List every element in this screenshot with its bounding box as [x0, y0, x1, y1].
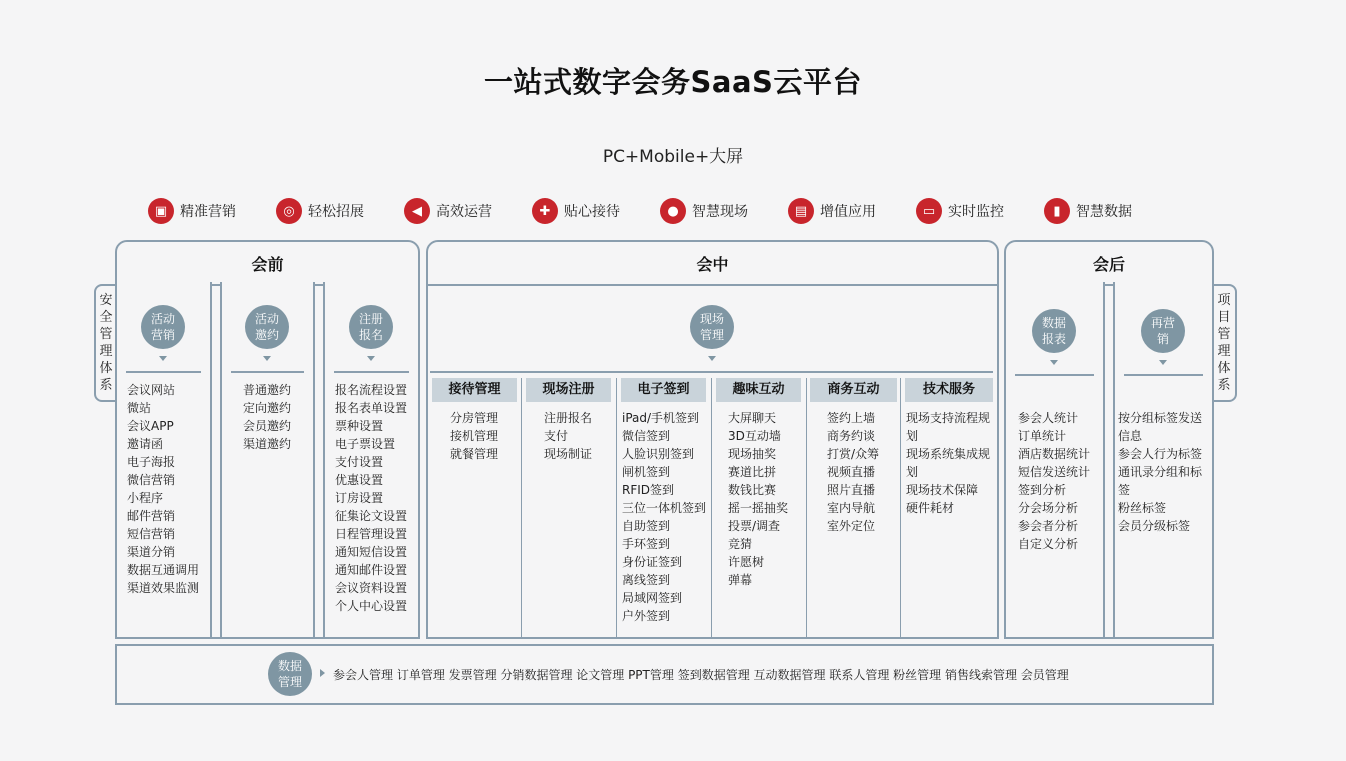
list-item: RFID签到: [622, 483, 675, 497]
list-remarketing: [1118, 409, 1206, 535]
subhead-tech-service: 技术服务: [905, 378, 993, 402]
list-item: 电子海报: [127, 455, 176, 469]
phase-title-after: 会后: [1092, 255, 1125, 274]
subhead-onsite-register: 现场注册: [526, 378, 611, 402]
side-char: 系: [1217, 378, 1231, 393]
list-item: 会员邀约: [243, 419, 292, 433]
list-register: [335, 381, 407, 615]
list-item: 室外定位: [827, 519, 876, 533]
list-item: 电子票设置: [335, 437, 396, 451]
badge-line: 再营: [1150, 316, 1175, 330]
feature-value-added-apps: [788, 198, 876, 224]
column-divider: [711, 378, 712, 637]
list-item: 现场支持流程规划: [906, 411, 991, 443]
badge-activity-marketing: [141, 305, 185, 349]
list-item: 邀请函: [127, 437, 164, 451]
list-item: 3D互动墙: [728, 429, 781, 443]
list-item: 弹幕: [728, 573, 753, 587]
list-item: 征集论文设置: [335, 509, 408, 523]
list-item: 局域网签到: [622, 591, 683, 605]
list-item: 微信签到: [622, 429, 671, 443]
list-item: 闸机签到: [622, 465, 671, 479]
column-divider: [616, 378, 617, 637]
list-item: 会员分级标签: [1118, 519, 1191, 533]
feature-label: 智慧现场: [692, 204, 748, 220]
list-item: 短信营销: [127, 527, 176, 541]
list-item: 签约上墙: [827, 411, 876, 425]
side-char: 管: [99, 327, 113, 342]
calendar-icon: ▣: [148, 198, 174, 224]
arrow-right-icon: [320, 669, 325, 677]
badge-data-management: [268, 652, 312, 696]
arrow-down-icon: [1050, 360, 1058, 365]
feature-row: [148, 198, 1148, 226]
side-char: 体: [99, 361, 113, 376]
list-item: 渠道效果监测: [127, 581, 200, 595]
list-item: 会议资料设置: [335, 581, 408, 595]
list-item: 大屏聊天: [728, 411, 777, 425]
phase-title-during: 会中: [696, 255, 729, 274]
badge-line: 报表: [1041, 332, 1066, 346]
badge-line: 营销: [150, 328, 175, 342]
list-tech-service: [906, 409, 992, 517]
feature-smart-onsite: [660, 198, 748, 224]
list-item: 离线签到: [622, 573, 671, 587]
image-icon: ▤: [788, 198, 814, 224]
feature-label: 增值应用: [820, 204, 876, 220]
monitor-icon: ▭: [916, 198, 942, 224]
feature-efficient-operation: [404, 198, 492, 224]
list-item: 支付: [544, 429, 569, 443]
side-char: 理: [99, 344, 113, 359]
list-item: 硬件耗材: [906, 501, 955, 515]
list-item: 日程管理设置: [335, 527, 408, 541]
list-item: 户外签到: [622, 609, 671, 623]
list-item: 定向邀约: [243, 401, 292, 415]
badge-icon: ◎: [276, 198, 302, 224]
list-item: 粉丝标签: [1118, 501, 1167, 515]
subhead-reception: 接待管理: [432, 378, 517, 402]
subhead-e-checkin: 电子签到: [621, 378, 706, 402]
list-item: 赛道比拼: [728, 465, 777, 479]
side-char: 管: [1217, 327, 1231, 342]
list-item: 通讯录分组和标签: [1118, 465, 1203, 497]
megaphone-icon: ◀: [404, 198, 430, 224]
badge-line: 管理: [699, 328, 724, 342]
badge-data-report: [1032, 309, 1076, 353]
subhead-fun-interaction: 趣味互动: [716, 378, 801, 402]
side-char: 目: [1217, 310, 1231, 325]
list-business-interaction: [827, 409, 879, 535]
list-item: 通知邮件设置: [335, 563, 408, 577]
list-item: 手环签到: [622, 537, 671, 551]
badge-line: 邀约: [254, 328, 279, 342]
divider-line: [334, 371, 409, 373]
list-onsite-register: [544, 409, 592, 463]
feature-label: 实时监控: [948, 204, 1004, 220]
list-item: 数据互通调用: [127, 563, 200, 577]
list-item: 分房管理: [450, 411, 499, 425]
list-item: 竞猜: [728, 537, 753, 551]
feature-label: 轻松招展: [308, 204, 364, 220]
list-item: 参会者分析: [1018, 519, 1079, 533]
list-item: 微信营销: [127, 473, 176, 487]
feature-label: 高效运营: [436, 204, 492, 220]
list-activity-invite: [243, 381, 291, 453]
side-char: 体: [1217, 361, 1231, 376]
list-e-checkin: [622, 409, 706, 625]
badge-line: 活动: [254, 312, 279, 326]
list-item: 注册报名: [544, 411, 593, 425]
phase-title-before: 会前: [251, 255, 284, 274]
badge-line: 注册: [358, 312, 383, 326]
list-item: 会议网站: [127, 383, 176, 397]
divider-line: [1124, 374, 1203, 376]
list-item: 个人中心设置: [335, 599, 408, 613]
list-item: 酒店数据统计: [1018, 447, 1091, 461]
feature-precision-marketing: [148, 198, 236, 224]
list-item: 视频直播: [827, 465, 876, 479]
arrow-down-icon: [263, 356, 271, 361]
phase-divider: [428, 284, 997, 286]
side-char: 项: [1217, 293, 1231, 308]
list-item: 参会人行为标签: [1118, 447, 1203, 461]
list-item: 身份证签到: [622, 555, 683, 569]
divider-line: [430, 371, 993, 373]
list-item: 通知短信设置: [335, 545, 408, 559]
badge-line: 数据: [277, 659, 302, 673]
list-item: 现场技术保障: [906, 483, 979, 497]
divider-line: [126, 371, 201, 373]
list-item: 订房设置: [335, 491, 384, 505]
side-char: 理: [1217, 344, 1231, 359]
badge-line: 活动: [150, 312, 175, 326]
feature-label: 智慧数据: [1076, 204, 1132, 220]
feature-smart-data: [1044, 198, 1132, 224]
list-item: 许愿树: [728, 555, 765, 569]
person-icon: ●: [660, 198, 686, 224]
list-item: 邮件营销: [127, 509, 176, 523]
list-item: 分会场分析: [1018, 501, 1079, 515]
list-item: 会议APP: [127, 419, 174, 433]
list-item: 三位一体机签到: [622, 501, 707, 515]
feature-realtime-monitor: [916, 198, 1004, 224]
list-item: 微站: [127, 401, 152, 415]
list-item: 摇一摇抽奖: [728, 501, 789, 515]
page-title: 一站式数字会务SaaS云平台: [484, 65, 862, 99]
list-item: 参会人统计: [1018, 411, 1079, 425]
list-item: 现场抽奖: [728, 447, 777, 461]
list-data-report: [1018, 409, 1090, 553]
subhead-business-interaction: 商务互动: [810, 378, 897, 402]
arrow-down-icon: [367, 356, 375, 361]
list-item: 投票/调查: [728, 519, 781, 533]
column-divider: [900, 378, 901, 637]
list-item: 就餐管理: [450, 447, 499, 461]
side-char: 全: [99, 310, 113, 325]
user-add-icon: ✚: [532, 198, 558, 224]
badge-line: 现场: [699, 312, 724, 326]
side-char: 系: [99, 378, 113, 393]
list-item: 报名流程设置: [335, 383, 408, 397]
column-divider: [521, 378, 522, 637]
list-item: 现场系统集成规划: [906, 447, 991, 479]
badge-line: 数据: [1041, 316, 1066, 330]
list-item: 接机管理: [450, 429, 499, 443]
list-item: 自定义分析: [1018, 537, 1079, 551]
column-divider: [806, 378, 807, 637]
list-item: 室内导航: [827, 501, 876, 515]
feature-label: 精准营销: [180, 204, 236, 220]
list-item: 按分组标签发送信息: [1118, 411, 1203, 443]
list-item: 签到分析: [1018, 483, 1067, 497]
list-item: 渠道邀约: [243, 437, 292, 451]
list-item: 优惠设置: [335, 473, 384, 487]
list-item: 报名表单设置: [335, 401, 408, 415]
list-item: 商务约谈: [827, 429, 876, 443]
page-subtitle: PC+Mobile+大屏: [602, 147, 744, 167]
divider-line: [1015, 374, 1094, 376]
list-fun-interaction: [728, 409, 788, 589]
badge-line: 管理: [277, 675, 302, 689]
badge-onsite-management: [690, 305, 734, 349]
badge-line: 销: [1156, 332, 1169, 346]
divider-line: [231, 371, 304, 373]
arrow-down-icon: [159, 356, 167, 361]
badge-activity-invite: [245, 305, 289, 349]
list-item: 人脸识别签到: [622, 447, 695, 461]
badge-line: 报名: [358, 328, 383, 342]
list-item: iPad/手机签到: [622, 411, 700, 425]
badge-remarketing: [1141, 309, 1185, 353]
side-project-system: [1211, 284, 1237, 402]
list-item: 支付设置: [335, 455, 384, 469]
list-item: 票种设置: [335, 419, 384, 433]
feature-easy-exhibition: [276, 198, 364, 224]
chart-icon: ▮: [1044, 198, 1070, 224]
list-reception: [450, 409, 498, 463]
list-item: 数钱比赛: [728, 483, 777, 497]
list-item: 照片直播: [827, 483, 876, 497]
arrow-down-icon: [708, 356, 716, 361]
side-char: 安: [99, 293, 113, 308]
list-item: 打赏/众筹: [827, 447, 880, 461]
list-activity-marketing: [127, 381, 199, 597]
feature-label: 贴心接待: [564, 204, 620, 220]
list-item: 现场制证: [544, 447, 593, 461]
arrow-down-icon: [1159, 360, 1167, 365]
list-item: 订单统计: [1018, 429, 1067, 443]
feature-caring-reception: [532, 198, 620, 224]
data-management-items: 参会人管理 订单管理 发票管理 分销数据管理 论文管理 PPT管理 签到数据管理 互动数据管理 联系人管理 粉丝管理 销售线索管理 会员管理: [333, 668, 1069, 682]
list-item: 普通邀约: [243, 383, 292, 397]
list-item: 自助签到: [622, 519, 671, 533]
badge-register: [349, 305, 393, 349]
list-item: 小程序: [127, 491, 164, 505]
list-item: 短信发送统计: [1018, 465, 1091, 479]
list-item: 渠道分销: [127, 545, 176, 559]
